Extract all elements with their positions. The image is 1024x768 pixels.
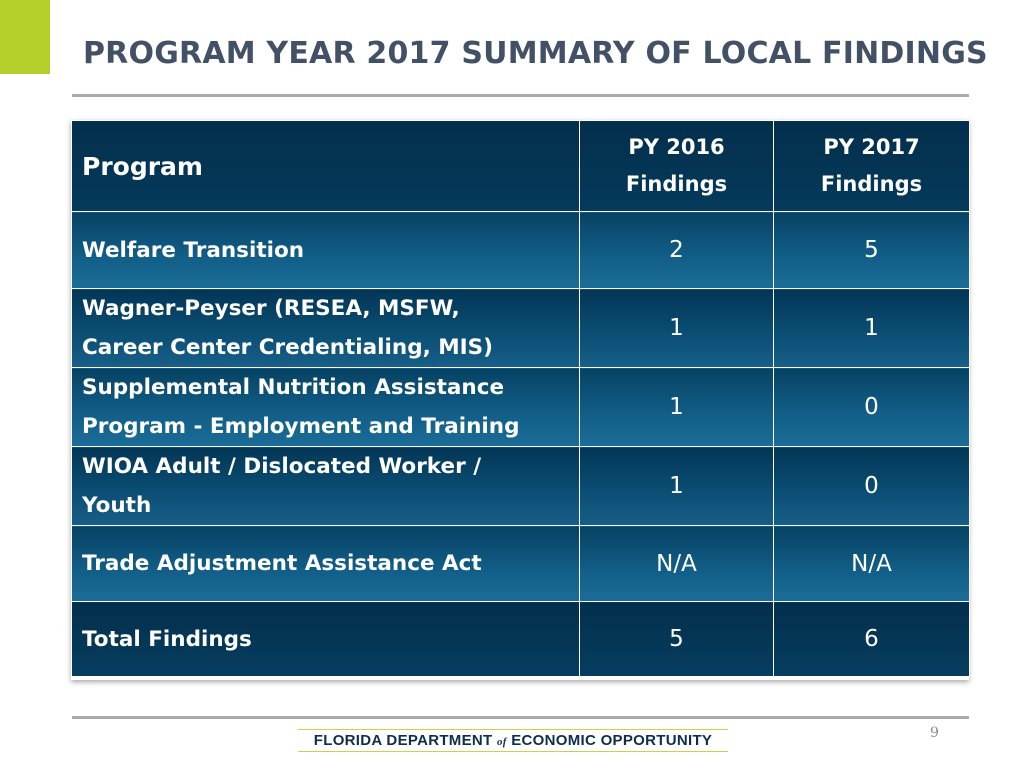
row-py2016: 2 — [580, 212, 774, 289]
header-py2017 — [774, 121, 970, 212]
slide-title: PROGRAM YEAR 2017 SUMMARY OF LOCAL FINDINGS — [83, 36, 988, 71]
header-py2016 — [580, 121, 774, 212]
row-py2017: 0 — [774, 368, 970, 447]
row-program — [72, 289, 580, 368]
row-program-line2: Program - Employment and Training — [82, 414, 520, 439]
findings-table — [71, 120, 970, 677]
row-program-line1: WIOA Adult / Dislocated Worker / — [82, 454, 482, 479]
header-py2016-line2: Findings — [625, 172, 728, 196]
row-program-line1: Wagner-Peyser (RESEA, MSFW, — [82, 296, 460, 321]
page-number: 9 — [930, 725, 939, 741]
row-py2017: 0 — [774, 447, 970, 526]
row-program — [72, 447, 580, 526]
row-py2017: N/A — [774, 526, 970, 602]
logo-rule-bottom — [298, 751, 728, 752]
table-row — [72, 526, 970, 602]
findings-table-container — [71, 120, 969, 680]
table-row — [72, 212, 970, 289]
row-program — [72, 212, 580, 289]
header-py2017-line1: PY 2017 — [823, 135, 920, 159]
row-program — [72, 526, 580, 602]
row-program — [72, 368, 580, 447]
table-row — [72, 289, 970, 368]
logo-text-of: of — [496, 736, 507, 748]
logo-text-part1: FLORIDA DEPARTMENT — [313, 732, 493, 749]
total-label: Total Findings — [72, 602, 580, 677]
header-program: Program — [72, 121, 580, 212]
row-py2017: 5 — [774, 212, 970, 289]
header-py2016-line1: PY 2016 — [628, 135, 725, 159]
row-program-line1: Trade Adjustment Assistance Act — [82, 551, 482, 576]
row-py2017: 1 — [774, 289, 970, 368]
table-row — [72, 368, 970, 447]
row-program-line2: Youth — [82, 493, 152, 518]
total-py2017: 6 — [774, 602, 970, 677]
title-divider — [72, 94, 969, 97]
row-py2016: 1 — [580, 447, 774, 526]
row-py2016: N/A — [580, 526, 774, 602]
row-py2016: 1 — [580, 368, 774, 447]
logo-rule-top — [298, 729, 728, 730]
row-py2016: 1 — [580, 289, 774, 368]
logo-text — [298, 732, 728, 749]
row-program-line2: Career Center Credentialing, MIS) — [82, 335, 493, 360]
table-header-row — [72, 121, 970, 212]
accent-block — [0, 0, 50, 74]
total-py2016: 5 — [580, 602, 774, 677]
row-program-line1: Supplemental Nutrition Assistance — [82, 375, 505, 400]
header-py2017-line2: Findings — [820, 172, 923, 196]
logo-text-part2: ECONOMIC OPPORTUNITY — [511, 732, 713, 749]
row-program-line1: Welfare Transition — [82, 237, 305, 263]
table-row — [72, 447, 970, 526]
deo-logo — [298, 729, 728, 753]
footer-divider — [72, 716, 969, 719]
total-row — [72, 602, 970, 677]
